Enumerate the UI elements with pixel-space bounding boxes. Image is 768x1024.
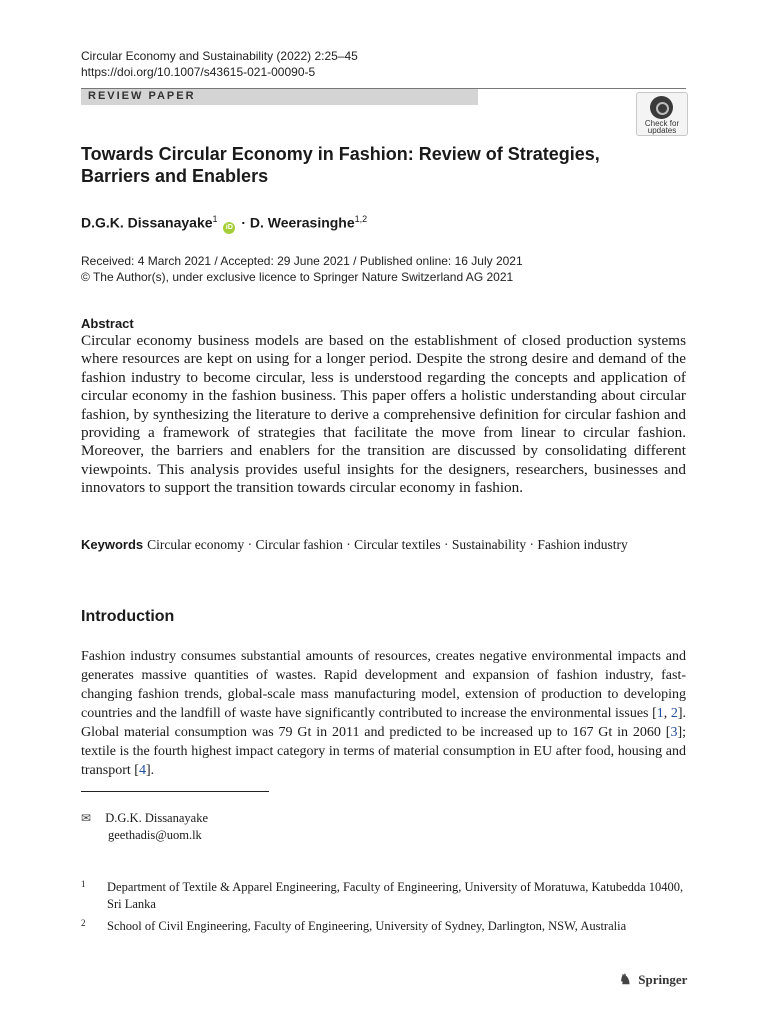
affiliation-2-number: 2 xyxy=(81,918,86,928)
footnote-rule xyxy=(81,791,269,792)
orcid-icon[interactable]: iD xyxy=(223,222,235,234)
citation-link-4[interactable]: 4 xyxy=(138,763,146,778)
corresponding-email[interactable]: geethadis@uom.lk xyxy=(108,828,202,842)
citation-link-2[interactable]: 2 xyxy=(670,706,678,721)
springer-horse-icon: ♞ xyxy=(619,973,632,988)
keywords-block xyxy=(81,536,686,555)
publisher-name: Springer xyxy=(638,972,688,987)
journal-citation: Circular Economy and Sustainability (2022) 2:25–45 xyxy=(81,49,358,63)
author-1-name[interactable]: D.G.K. Dissanayake xyxy=(81,214,213,231)
citation-link-3[interactable]: 3 xyxy=(670,725,678,740)
author-2-name[interactable]: D. Weerasinghe xyxy=(249,214,355,231)
header-rule xyxy=(478,88,686,89)
intro-text-part-2: ]. Global material consumption was 79 Gt in 2011 and predicted to be increased up to 167 Gt in 2060 [ xyxy=(81,706,687,740)
affiliation-1-text: Department of Textile & Apparel Engineering, Faculty of Engineering, University of Moratuwa, Katubedda 10400, Sri Lanka xyxy=(107,880,684,911)
affiliation-1 xyxy=(81,879,686,913)
introduction-heading: Introduction xyxy=(81,608,175,625)
intro-text-part-3: ]; textile is the fourth highest impact category in terms of material consumption in EU after food, housing and transport [ xyxy=(81,725,686,778)
intro-text-part-4: ]. xyxy=(145,763,155,778)
keywords-label: Keywords xyxy=(81,537,144,552)
affiliation-2 xyxy=(81,918,686,935)
corresponding-name: D.G.K. Dissanayake xyxy=(105,811,209,825)
affiliation-1-number: 1 xyxy=(81,879,86,889)
check-updates-icon xyxy=(650,96,673,119)
author-2-affiliation: 1,2 xyxy=(354,214,368,224)
article-type-bar xyxy=(81,88,478,105)
author-list xyxy=(81,211,367,234)
affiliation-2-text: School of Civil Engineering, Faculty of Engineering, University of Sydney, Darlington, NSW, Australia xyxy=(107,919,627,933)
publisher-logo xyxy=(619,972,687,989)
envelope-icon: ✉ xyxy=(81,811,92,825)
citation-link-1[interactable]: 1 xyxy=(656,706,664,721)
corresponding-author xyxy=(81,810,208,844)
article-type-label: REVIEW PAPER xyxy=(88,90,196,102)
intro-text-part-1: Fashion industry consumes substantial amounts of resources, creates negative environmental impacts and generates massive quantities of wastes. Rapid development and expansion of fashion industry, fast-changing fashion trends, global-scale mass manufacturing model, extension of production to developing countries and the landfill of waste have significantly contributed to increase the environmental issues [ xyxy=(81,649,686,721)
check-updates-label: Check for updates xyxy=(644,119,680,135)
doi-link[interactable]: https://doi.org/10.1007/s43615-021-00090-5 xyxy=(81,65,316,79)
introduction-paragraph xyxy=(81,647,686,780)
citation-separator: , xyxy=(663,706,671,721)
author-1-affiliation: 1 xyxy=(212,214,218,224)
article-title: Towards Circular Economy in Fashion: Review of Strategies, Barriers and Enablers xyxy=(81,144,600,186)
abstract-text: Circular economy business models are based on the establishment of closed production systems where resources are kept on using for a longer period. Despite the strong desire and demand of the fashion industry to become circular, less is understood regarding the concepts and application of circular economy in the fashion business. This paper offers a holistic understanding about circular fashion, by synthesizing the literature to derive a comprehensive definition for circular fashion and providing a framework of strategies that facilitate the move from linear to circular fashion. Moreover, the barriers and enablers for the transition are discussed by consolidating different viewpoints. This analysis provides useful insights for the designers, researchers, businesses and innovators to support the transition towards circular economy in fashion. xyxy=(81,332,686,497)
publication-dates: Received: 4 March 2021 / Accepted: 29 June 2021 / Published online: 16 July 2021 xyxy=(81,254,523,268)
check-for-updates-button[interactable] xyxy=(636,92,688,136)
keywords-text: Circular economy · Circular fashion · Circular textiles · Sustainability · Fashion industry xyxy=(147,537,628,552)
author-separator: · xyxy=(241,214,246,231)
copyright-notice: © The Author(s), under exclusive licence to Springer Nature Switzerland AG 2021 xyxy=(81,270,514,284)
abstract-heading: Abstract xyxy=(81,316,134,331)
